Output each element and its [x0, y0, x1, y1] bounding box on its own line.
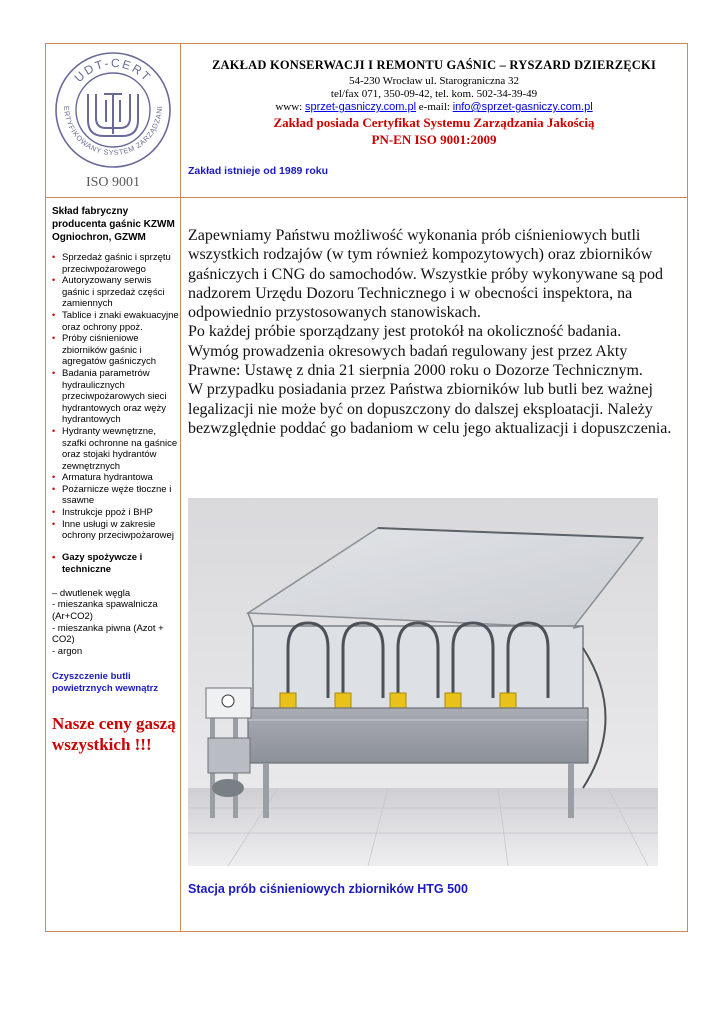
- bullet-icon: •: [52, 309, 56, 320]
- list-item: • Próby ciśnieniowe zbiorników gaśnic i agregatów gaśniczych: [52, 333, 156, 368]
- bullet-icon: •: [52, 518, 56, 529]
- email-link[interactable]: info@sprzet-gasniczy.com.pl: [452, 101, 593, 113]
- www-label: www:: [275, 101, 303, 113]
- sidebar-title: Skład fabryczny producenta gaśnic KZWM Ogniochron, GZWM: [52, 206, 175, 243]
- paragraph-regulation: Wymóg prowadzenia okresowych badań regulowany jest przez Akty Prawne: Ustawę z dnia 21 sierpnia 2000 roku o Dozorze Technicznym.: [188, 342, 643, 380]
- paragraph-protocol: Po każdej próbie sporządzany jest protokół na okoliczność badania.: [188, 323, 622, 341]
- list-item: • Pożarnicze węże tłoczne i ssawne: [52, 483, 172, 507]
- email-label: e-mail:: [418, 101, 450, 113]
- list-item: • Hydranty wewnętrzne, szafki ochronne na gaśnice oraz stojaki hydrantów zewnętrznych: [52, 425, 178, 472]
- company-header: [181, 44, 687, 148]
- company-phones: tel/fax 071, 350-09-42, tel. kom. 502-34-39-49: [330, 88, 538, 100]
- main-content: [188, 226, 683, 438]
- bullet-icon: •: [52, 551, 56, 563]
- udt-cert-seal-icon: [46, 44, 180, 174]
- bullet-icon: •: [52, 425, 56, 436]
- list-item: • Sprzedaż gaśnic i sprzętu przeciwpożarowego: [52, 252, 171, 275]
- column-divider: [180, 43, 181, 932]
- iso-9001-label: ISO 9001: [85, 175, 141, 190]
- bullet-icon: •: [52, 252, 56, 262]
- photo-caption: Stacja prób ciśnieniowych zbiorników HTG 500: [188, 882, 468, 896]
- logo-arc-bottom: ERTYFIKOWANY SYSTEM ZARZĄDZANI: [61, 105, 165, 158]
- company-name: ZAKŁAD KONSERWACJI I REMONTU GAŚNIC – RYSZARD DZIERZĘCKI: [211, 58, 657, 72]
- website-link[interactable]: sprzet-gasniczy.com.pl: [304, 101, 417, 113]
- list-item: • Armatura hydrantowa: [52, 472, 153, 484]
- list-item: • Autoryzowany serwis gaśnic i sprzedaż części zamiennych: [52, 275, 165, 310]
- udt-cert-logo: [46, 44, 180, 197]
- services-list: [52, 252, 180, 542]
- bullet-icon: •: [52, 483, 56, 494]
- list-item: - mieszanka spawalnicza (Ar+CO2): [52, 599, 158, 623]
- paragraph-legalization: W przypadku posiadania przez Państwa zbiorników lub butli bez ważnej legalizacji nie może być on dopuszczony do dalszej eksploatacji. Należy bezwzględnie poddać go badaniom w celu jego aktualizacji i dopuszczenia.: [188, 381, 672, 437]
- certificate-line-2: PN-EN ISO 9001:2009: [371, 132, 497, 147]
- list-item: - argon: [52, 645, 83, 657]
- sidebar: [52, 205, 180, 755]
- list-item: • Instrukcje ppoż i BHP: [52, 507, 153, 519]
- bullet-icon: •: [52, 333, 56, 344]
- company-web-line: [181, 101, 687, 113]
- gases-list: [52, 588, 180, 658]
- logo-arc-top: UDT-CERT: [71, 55, 155, 85]
- prices-slogan: Nasze ceny gaszą wszystkich !!!: [52, 714, 176, 755]
- company-address: 54-230 Wrocław ul. Starograniczna 32: [348, 75, 520, 87]
- list-item: • Tablice i znaki ewakuacyjne oraz ochrony ppoż.: [52, 309, 179, 333]
- gases-heading: • Gazy spożywcze i techniczne: [52, 551, 143, 575]
- test-station-photo: [188, 498, 658, 866]
- bullet-icon: •: [52, 367, 56, 378]
- certificate-line-1: Zakład posiada Certyfikat Systemu Zarządzania Jakością: [273, 115, 595, 130]
- header-divider: [45, 197, 688, 198]
- list-item: • Badania parametrów hydraulicznych przeciwpożarowych sieci hydrantowych oraz węży hydrantowych: [52, 367, 167, 426]
- list-item: – dwutlenek węgla: [52, 587, 131, 599]
- bullet-icon: •: [52, 507, 56, 518]
- list-item: • Inne usługi w zakresie ochrony przeciwpożarowej: [52, 518, 174, 542]
- bullet-icon: •: [52, 275, 56, 286]
- list-item: - mieszanka piwna (Azot + CO2): [52, 622, 164, 646]
- paragraph-tests: Zapewniamy Państwu możliwość wykonania prób ciśnieniowych butli wszystkich rodzajów (w tym również kompozytowych) oraz zbiorników gaśniczych i CNG do samochodów. Wszystkie próby wykonywane są pod nadzorem Urzędu Dozoru Technicznego i w obecności inspektora, na odpowiednio przystosowanych stanowiskach.: [188, 227, 664, 322]
- bullet-icon: •: [52, 472, 56, 483]
- cleaning-note: Czyszczenie butli powietrznych wewnątrz: [52, 671, 159, 695]
- established-note: Zakład istnieje od 1989 roku: [188, 165, 329, 177]
